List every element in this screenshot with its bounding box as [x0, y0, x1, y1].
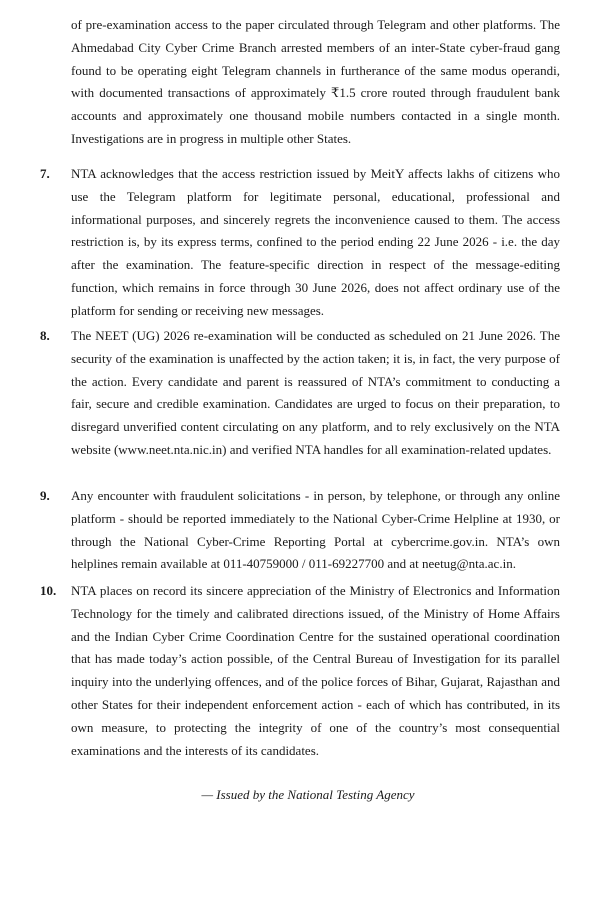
- paragraph-text: NTA acknowledges that the access restriction issued by MeitY affects lakhs of citizens who use the Telegram platform for legitimate personal, educational, professional and informational purposes, and sincerely regrets the inconvenience caused to them. The access restriction is, by its express terms, confined to the period ending 22 June 2026 - i.e. the day after the examination. The feature-specific direction in respect of the message-editing function, which remains in force through 30 June 2026, does not affect ordinary use of the platform for sending or receiving new messages.: [71, 166, 560, 318]
- intro-paragraph: of pre-examination access to the paper circulated through Telegram and other platforms. The Ahmedabad City Cyber Crime Branch arrested members of an inter-State cyber-fraud gang found to be operating eight Telegram channels in furtherance of the same modus operandi, with documented transactions of approximately ₹1.5 crore routed through fraudulent bank accounts and approximately one thousand mobile numbers contacted in a single month. Investigations are in progress in multiple other States.: [71, 17, 560, 146]
- numbered-paragraph-8: [40, 325, 560, 462]
- paragraph-number: 9.: [40, 488, 50, 503]
- numbered-paragraph-10: [40, 580, 560, 762]
- issuer-signature: — Issued by the National Testing Agency: [201, 787, 415, 802]
- numbered-paragraph-9: [40, 485, 560, 576]
- numbered-paragraph-7: [40, 163, 560, 323]
- paragraph-text: Any encounter with fraudulent solicitations - in person, by telephone, or through any online platform - should be reported immediately to the National Cyber-Crime Helpline at 1930, or through the National Cyber-Crime Reporting Portal at cybercrime.gov.in. NTA’s own helplines remain available at 011-40759000 / 011-69227700 and at neetug@nta.ac.in.: [71, 488, 560, 572]
- paragraph-number: 8.: [40, 328, 50, 343]
- paragraph-number: 10.: [40, 583, 57, 598]
- paragraph-text: The NEET (UG) 2026 re-examination will be conducted as scheduled on 21 June 2026. The security of the examination is unaffected by the action taken; it is, in fact, the very purpose of the action. Every candidate and parent is reassured of NTA’s commitment to conducting a fair, secure and credible examination. Candidates are urged to focus on their preparation, to disregard unverified content circulating on any platform, and to rely exclusively on the NTA website (www.neet.nta.nic.in) and verified NTA handles for all examination-related updates.: [71, 328, 560, 457]
- paragraph-number: 7.: [40, 166, 50, 181]
- paragraph-text: NTA places on record its sincere appreciation of the Ministry of Electronics and Information Technology for the timely and calibrated directions issued, of the Ministry of Home Affairs and the Indian Cyber Crime Coordination Centre for the sustained operational coordination that has made today’s action possible, of the Central Bureau of Investigation for its parallel inquiry into the underlying offences, and of the police forces of Bihar, Gujarat, Rajasthan and other States for their independent enforcement action - each of which has contributed, in its own measure, to protecting the integrity of one of the country’s most consequential examinations and the interests of its candidates.: [71, 583, 560, 758]
